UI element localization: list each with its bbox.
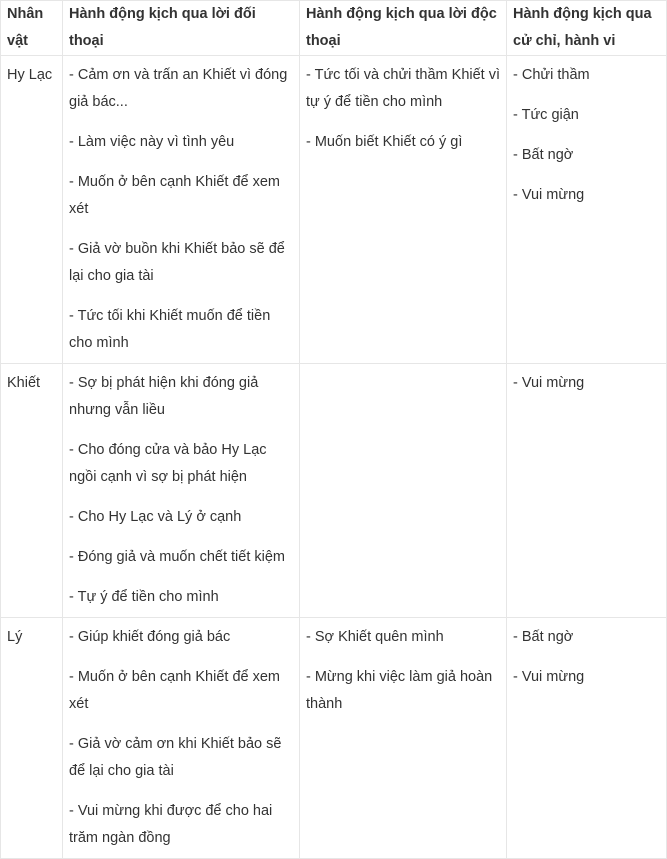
monologue-item: - Tức tối và chửi thầm Khiết vì tự ý để tiền cho mình — [306, 67, 501, 110]
dialogue-item: - Cảm ơn và trấn an Khiết vì đóng giả bác... — [69, 67, 288, 110]
dialogue-cell — [63, 56, 300, 364]
gesture-item: - Vui mừng — [513, 669, 585, 685]
header-character: Nhân vật — [1, 1, 63, 56]
monologue-cell — [300, 364, 507, 618]
gesture-item: - Vui mừng — [513, 187, 585, 203]
character-cell: Hy Lạc — [1, 56, 63, 364]
character-cell: Lý — [1, 618, 63, 859]
character-cell: Khiết — [1, 364, 63, 618]
dialogue-item: - Cho đóng cửa và bảo Hy Lạc ngồi cạnh vì sợ bị phát hiện — [69, 442, 267, 485]
gesture-item: - Vui mừng — [513, 375, 585, 391]
dialogue-item: - Muốn ở bên cạnh Khiết để xem xét — [69, 669, 281, 712]
gestures-cell — [507, 56, 667, 364]
dialogue-cell — [63, 364, 300, 618]
dialogue-item: - Cho Hy Lạc và Lý ở cạnh — [69, 509, 242, 525]
gesture-item: - Chửi thầm — [513, 67, 590, 83]
table-row — [1, 618, 667, 859]
dialogue-cell — [63, 618, 300, 859]
monologue-item: - Mừng khi việc làm giả hoàn thành — [306, 669, 493, 712]
dialogue-item: - Giúp khiết đóng giả bác — [69, 629, 231, 645]
header-gestures: Hành động kịch qua cử chỉ, hành vi — [507, 1, 667, 56]
dialogue-item: - Giả vờ buồn khi Khiết bảo sẽ để lại cho gia tài — [69, 241, 285, 284]
monologue-item: - Muốn biết Khiết có ý gì — [306, 134, 463, 150]
gesture-item: - Tức giận — [513, 107, 579, 123]
dialogue-item: - Làm việc này vì tình yêu — [69, 134, 235, 150]
gestures-cell — [507, 618, 667, 859]
gesture-item: - Bất ngờ — [513, 147, 574, 163]
dialogue-item: - Tức tối khi Khiết muốn để tiền cho mình — [69, 308, 271, 351]
dialogue-item: - Đóng giả và muốn chết tiết kiệm — [69, 549, 285, 565]
table-row — [1, 364, 667, 618]
dialogue-item: - Sợ bị phát hiện khi đóng giả nhưng vẫn liều — [69, 375, 259, 418]
gestures-cell — [507, 364, 667, 618]
gesture-item: - Bất ngờ — [513, 629, 574, 645]
dialogue-item: - Muốn ở bên cạnh Khiết để xem xét — [69, 174, 281, 217]
monologue-cell — [300, 56, 507, 364]
dialogue-item: - Giả vờ cảm ơn khi Khiết bảo sẽ để lại cho gia tài — [69, 736, 282, 779]
table-header-row — [1, 1, 667, 56]
dialogue-item: - Vui mừng khi được để cho hai trăm ngàn đồng — [69, 803, 273, 846]
monologue-cell — [300, 618, 507, 859]
table-row — [1, 56, 667, 364]
header-monologue: Hành động kịch qua lời độc thoại — [300, 1, 507, 56]
dialogue-item: - Tự ý để tiền cho mình — [69, 589, 219, 605]
header-dialogue: Hành động kịch qua lời đối thoại — [63, 1, 300, 56]
monologue-item: - Sợ Khiết quên mình — [306, 629, 444, 645]
